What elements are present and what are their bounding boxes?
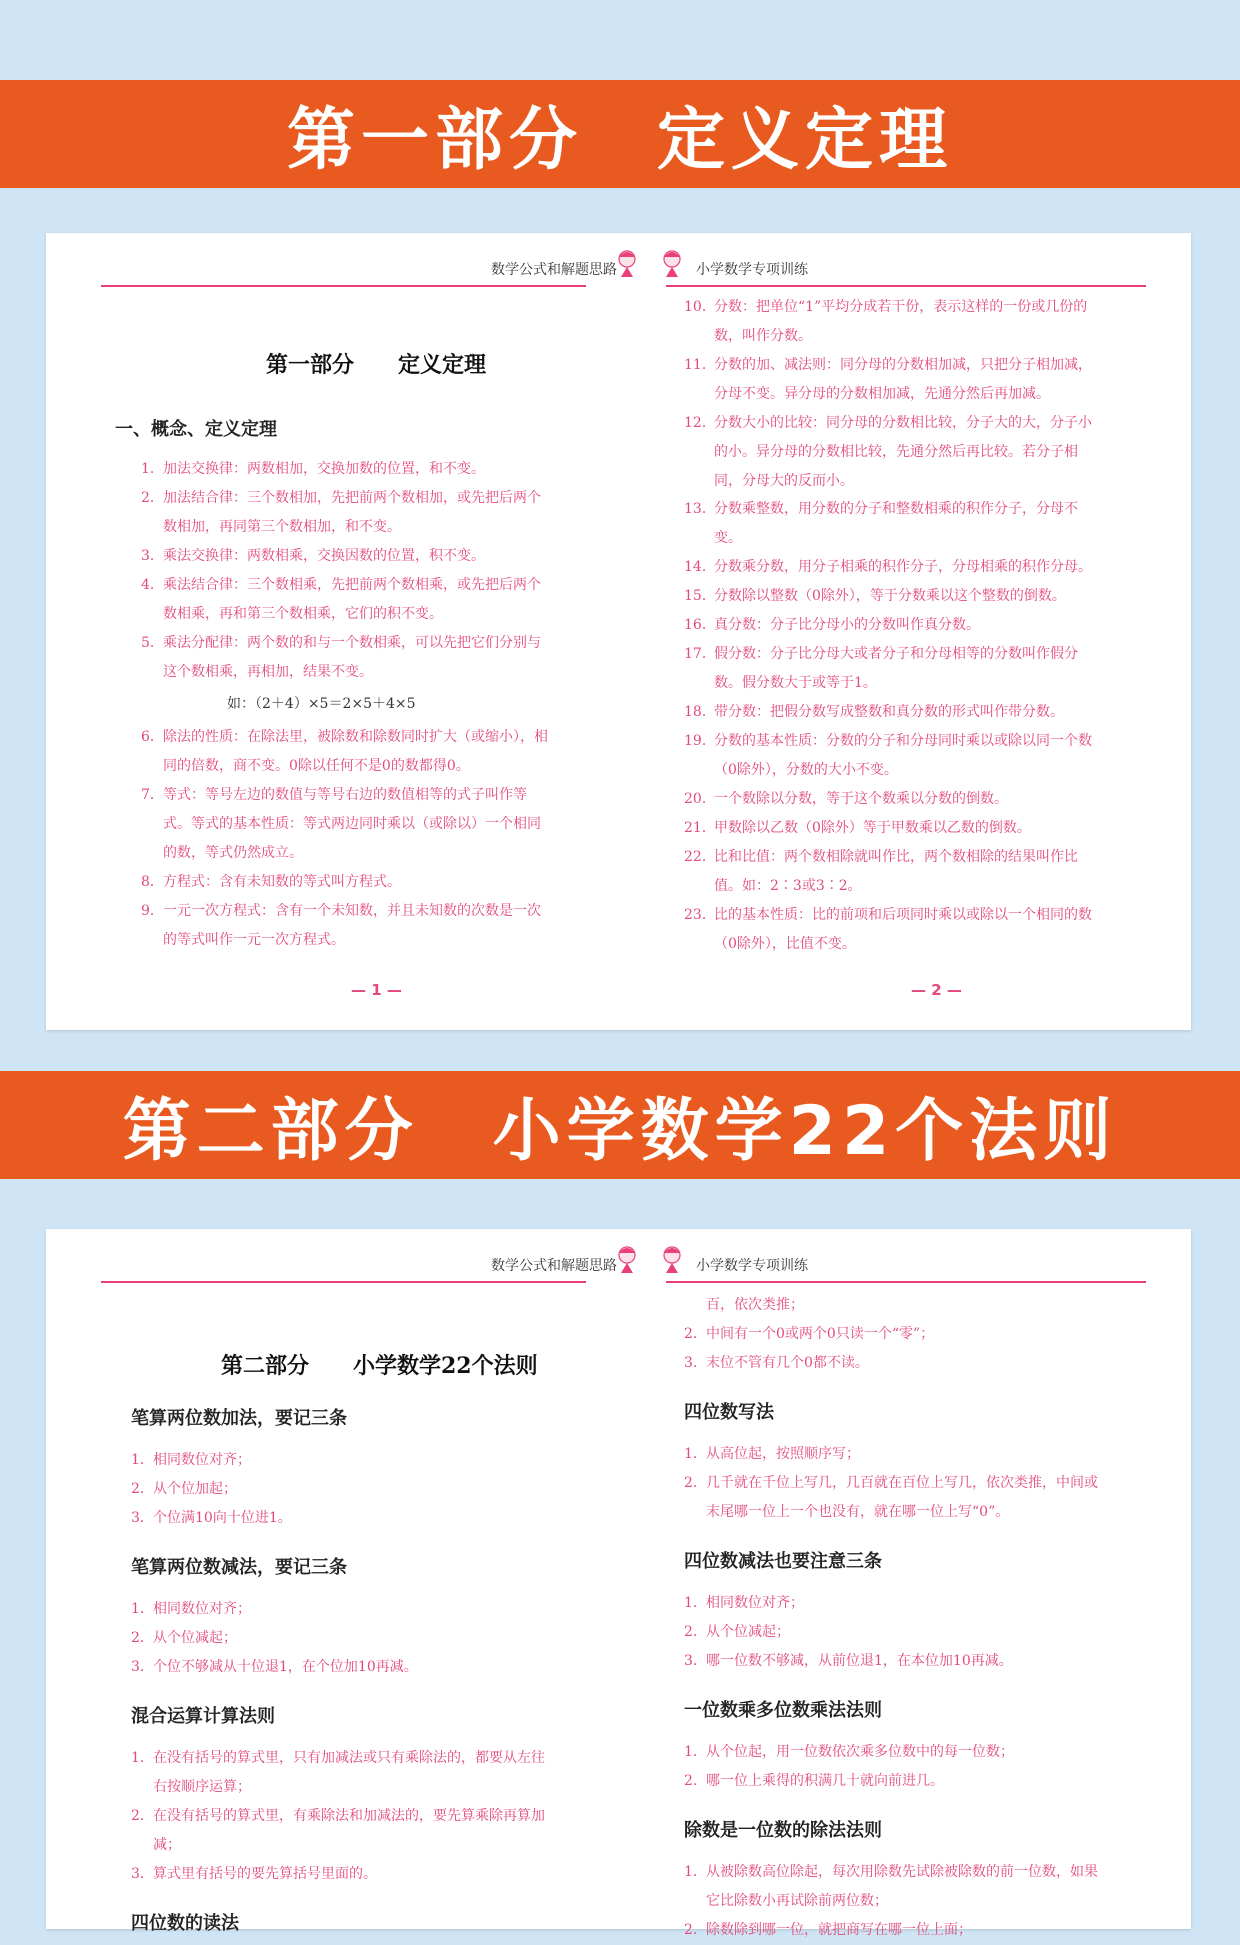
item-number: 1．	[131, 1750, 154, 1766]
item-text: 中间有一个0或两个0只读一个“零”；	[706, 1326, 935, 1342]
header-rule	[101, 285, 586, 287]
item-text: 从个位加起；	[153, 1481, 237, 1497]
item-number: 3．	[141, 548, 164, 564]
item-number: 3．	[131, 1659, 154, 1675]
section-banner-1	[0, 80, 1240, 188]
item-number: 2．	[131, 1481, 154, 1497]
list-item	[141, 455, 551, 484]
rule-heading: 笔算两位数加法，要记三条	[131, 1408, 347, 1429]
item-text: 哪一位数不够减，从前位退1，在本位加10再减。	[706, 1653, 1013, 1669]
item-text: 除法的性质：在除法里，被除数和除数同时扩大（或缩小），相同的倍数，商不变。0除以任何不是0的数都得0。	[163, 729, 548, 774]
item-number: 2．	[684, 1475, 707, 1491]
item-text: 比的基本性质：比的前项和后项同时乘以或除以一个相同的数（0除外），比值不变。	[714, 907, 1092, 952]
item-text: 比和比值：两个数相除就叫作比，两个数相除的结果叫作比值。如：2∶3或3∶2。	[714, 849, 1078, 894]
item-text: 个位满10向十位进1。	[153, 1510, 292, 1526]
item-number: 9．	[141, 903, 164, 919]
item-text: 假分数：分子比分母大或者分子和分母相等的分数叫作假分数。假分数大于或等于1。	[714, 646, 1078, 691]
list-item	[131, 1653, 551, 1682]
list-item	[684, 1618, 1104, 1647]
list-item	[141, 542, 551, 571]
item-number: 1．	[684, 1864, 707, 1880]
item-number: 5．	[141, 635, 164, 651]
rule-heading: 四位数减法也要注意三条	[684, 1551, 882, 1572]
list-item	[684, 1349, 1104, 1378]
item-number: 22．	[684, 849, 716, 865]
item-number: 1．	[684, 1744, 707, 1760]
list-item	[684, 495, 1094, 553]
page-spread-1	[46, 233, 1191, 1030]
banner-title: 第二部分 小学数学22个法则	[122, 1091, 1118, 1171]
item-text: 真分数：分子比分母小的分数叫作真分数。	[714, 617, 980, 633]
item-number: 1．	[131, 1452, 154, 1468]
item-text: 百，依次类推；	[706, 1297, 804, 1313]
item-number: 3．	[684, 1355, 707, 1371]
header-rule	[666, 285, 1146, 287]
girl-mascot-icon	[658, 1243, 686, 1277]
item-text: 分数大小的比较：同分母的分数相比较，分子大的大，分子小的小。异分母的分数相比较，先通分然后再比较。若分子相同，分母大的反而小。	[714, 415, 1092, 489]
item-text: 乘法分配律：两个数的和与一个数相乘，可以先把它们分别与这个数相乘，再相加，结果不变。	[163, 635, 541, 680]
item-text: 一个数除以分数，等于这个数乘以分数的倒数。	[714, 791, 1008, 807]
item-number: 2．	[684, 1326, 707, 1342]
item-text: 分数：把单位“1”平均分成若干份，表示这样的一份或几份的数，叫作分数。	[714, 299, 1088, 344]
item-text: 方程式：含有未知数的等式叫方程式。	[163, 874, 401, 890]
list-item	[684, 1440, 1104, 1469]
list-item	[684, 1647, 1104, 1676]
section-banner-2	[0, 1071, 1240, 1179]
item-number: 19．	[684, 733, 716, 749]
item-text: 从个位减起；	[153, 1630, 237, 1646]
item-number: 20．	[684, 791, 716, 807]
item-text: 末位不管有几个0都不读。	[706, 1355, 869, 1371]
item-number: 16．	[684, 617, 716, 633]
header-rule	[101, 1281, 586, 1283]
list-item	[684, 293, 1094, 351]
list-item	[141, 484, 551, 542]
list-item	[684, 698, 1094, 727]
list-item	[141, 781, 551, 868]
item-text: 带分数：把假分数写成整数和真分数的形式叫作带分数。	[714, 704, 1064, 720]
item-text: 从个位减起；	[706, 1624, 790, 1640]
item-text: 等式：等号左边的数值与等号右边的数值相等的式子叫作等式。等式的基本性质：等式两边同时乘以（或除以）一个相同的数，等式仍然成立。	[163, 787, 541, 861]
item-text: 加法交换律：两数相加，交换加数的位置，和不变。	[163, 461, 485, 477]
example-formula: 如：（2＋4）×5＝2×5＋4×5	[227, 696, 416, 712]
list-item	[684, 785, 1094, 814]
item-number: 2．	[131, 1808, 154, 1824]
item-number: 12．	[684, 415, 716, 431]
list-item	[131, 1595, 551, 1624]
rule-heading: 四位数写法	[684, 1402, 774, 1423]
item-number: 23．	[684, 907, 716, 923]
rule-heading: 一位数乘多位数乘法法则	[684, 1700, 882, 1721]
item-text: 算式里有括号的要先算括号里面的。	[153, 1866, 377, 1882]
item-number: 13．	[684, 501, 716, 517]
list-item	[131, 1802, 551, 1860]
list-item	[684, 582, 1094, 611]
page-number: — 1 —	[351, 981, 402, 999]
list-item	[684, 814, 1094, 843]
list-item	[684, 1320, 1104, 1349]
list-item	[131, 1624, 551, 1653]
item-number: 1．	[684, 1595, 707, 1611]
item-number: 15．	[684, 588, 716, 604]
item-text: 分数乘分数，用分子相乘的积作分子，分母相乘的积作分母。	[714, 559, 1092, 575]
list-item	[684, 1858, 1104, 1916]
item-text: 一元一次方程式：含有一个未知数，并且未知数的次数是一次的等式叫作一元一次方程式。	[163, 903, 541, 948]
list-item	[684, 640, 1094, 698]
list-item	[684, 727, 1094, 785]
item-number: 2．	[684, 1922, 707, 1938]
list-item	[684, 1916, 1104, 1945]
item-text: 相同数位对齐；	[706, 1595, 804, 1611]
item-number: 2．	[141, 490, 164, 506]
page-spread-2	[46, 1229, 1191, 1938]
item-number: 2．	[131, 1630, 154, 1646]
item-text: 甲数除以乙数（0除外）等于甲数乘以乙数的倒数。	[714, 820, 1031, 836]
item-text: 哪一位上乘得的积满几十就向前进几。	[706, 1773, 944, 1789]
item-text: 从高位起，按照顺序写；	[706, 1446, 860, 1462]
item-text: 几千就在千位上写几，几百就在百位上写几，依次类推，中间或末尾哪一位上一个也没有，就在哪一位上写“0”。	[706, 1475, 1098, 1520]
item-text: 乘法结合律：三个数相乘，先把前两个数相乘，或先把后两个数相乘，再和第三个数相乘，它们的积不变。	[163, 577, 541, 622]
running-head: 数学公式和解题思路	[491, 262, 617, 278]
rule-heading: 除数是一位数的除法法则	[684, 1820, 882, 1841]
item-number: 11．	[684, 357, 716, 373]
girl-mascot-icon	[658, 247, 686, 281]
item-text: 相同数位对齐；	[153, 1601, 251, 1617]
list-item	[141, 629, 551, 687]
item-number: 21．	[684, 820, 716, 836]
item-text: 分数除以整数（0除外），等于分数乘以这个整数的倒数。	[714, 588, 1066, 604]
item-number: 3．	[131, 1510, 154, 1526]
running-head: 小学数学专项训练	[696, 1258, 808, 1274]
item-text: 加法结合律：三个数相加，先把前两个数相加，或先把后两个数相加，再同第三个数相加，和不变。	[163, 490, 541, 535]
item-text: 分数乘整数，用分数的分子和整数相乘的积作分子，分母不变。	[714, 501, 1078, 546]
item-number: 2．	[684, 1624, 707, 1640]
list-item	[141, 897, 551, 955]
page-number: — 2 —	[911, 981, 962, 999]
rule-heading: 笔算两位数减法，要记三条	[131, 1557, 347, 1578]
item-number: 3．	[131, 1866, 154, 1882]
item-number: 7．	[141, 787, 164, 803]
item-number: 14．	[684, 559, 716, 575]
list-item	[684, 553, 1094, 582]
list-item	[684, 351, 1094, 409]
list-item	[141, 868, 551, 897]
item-number: 4．	[141, 577, 164, 593]
rule-heading: 混合运算计算法则	[131, 1706, 275, 1727]
list-item	[684, 1767, 1104, 1796]
item-number: 18．	[684, 704, 716, 720]
running-head: 小学数学专项训练	[696, 262, 808, 278]
item-number: 10．	[684, 299, 716, 315]
list-item	[684, 409, 1094, 496]
item-number: 8．	[141, 874, 164, 890]
list-item	[684, 1291, 1104, 1320]
item-text: 从个位起，用一位数依次乘多位数中的每一位数；	[706, 1744, 1014, 1760]
list-item	[684, 843, 1094, 901]
girl-mascot-icon	[613, 247, 641, 281]
list-item	[684, 1738, 1104, 1767]
list-item	[684, 1589, 1104, 1618]
part-title: 第一部分 定义定理	[266, 352, 487, 378]
banner-title: 第一部分 定义定理	[286, 100, 953, 180]
list-item	[131, 1860, 551, 1889]
girl-mascot-icon	[613, 1243, 641, 1277]
item-text: 在没有括号的算式里，有乘除法和加减法的，要先算乘除再算加减；	[153, 1808, 545, 1853]
item-text: 在没有括号的算式里，只有加减法或只有乘除法的，都要从左往右按顺序运算；	[153, 1750, 545, 1795]
list-item	[684, 611, 1094, 640]
item-text: 从被除数高位除起，每次用除数先试除被除数的前一位数，如果它比除数小再试除前两位数；	[706, 1864, 1098, 1909]
item-text: 分数的加、减法则：同分母的分数相加减，只把分子相加减，分母不变。异分母的分数相加减，先通分然后再加减。	[714, 357, 1092, 402]
item-number: 1．	[141, 461, 164, 477]
item-number: 1．	[131, 1601, 154, 1617]
list-item	[141, 571, 551, 629]
list-item	[684, 901, 1094, 959]
list-item	[131, 1504, 551, 1533]
item-number: 17．	[684, 646, 716, 662]
item-text: 乘法交换律：两数相乘，交换因数的位置，积不变。	[163, 548, 485, 564]
list-item	[131, 1744, 551, 1802]
item-number: 1．	[684, 1446, 707, 1462]
item-number: 3．	[684, 1653, 707, 1669]
list-item	[131, 1475, 551, 1504]
rule-heading: 四位数的读法	[131, 1913, 239, 1934]
section-heading: 一、概念、定义定理	[115, 419, 277, 440]
list-item	[684, 1469, 1104, 1527]
item-text: 相同数位对齐；	[153, 1452, 251, 1468]
item-text: 除数除到哪一位，就把商写在哪一位上面；	[706, 1922, 972, 1938]
item-number: 6．	[141, 729, 164, 745]
part-title: 第二部分 小学数学22个法则	[221, 1353, 538, 1379]
header-rule	[666, 1281, 1146, 1283]
item-number: 2．	[684, 1773, 707, 1789]
list-item	[141, 723, 551, 781]
item-text: 分数的基本性质：分数的分子和分母同时乘以或除以同一个数（0除外），分数的大小不变。	[714, 733, 1092, 778]
running-head: 数学公式和解题思路	[491, 1258, 617, 1274]
list-item	[131, 1446, 551, 1475]
item-text: 个位不够减从十位退1，在个位加10再减。	[153, 1659, 418, 1675]
